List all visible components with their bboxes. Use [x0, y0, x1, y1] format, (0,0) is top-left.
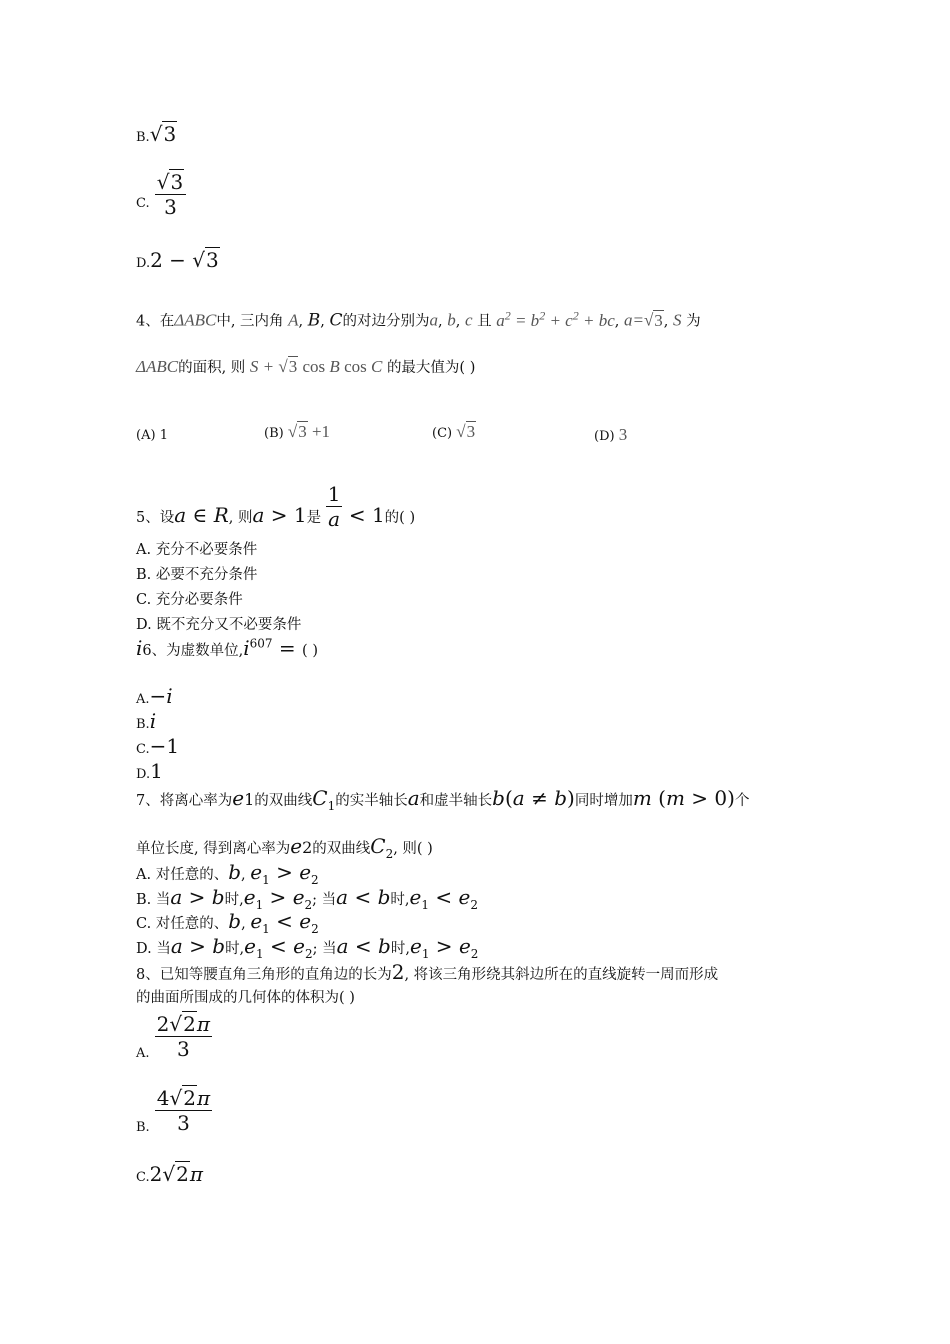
q5-option-a: A. 充分不必要条件 [136, 542, 258, 558]
q8-option-b: $_{B.}$ $\frac{4√2\pi}{3}$ [136, 1086, 211, 1135]
q6-option-c: C.−1 [136, 734, 180, 758]
math-2-minus-sqrt3: 2 − √3 [150, 248, 219, 272]
q4-line2: ΔABC的面积, 则 S + √3 cos B cos C 的最大值为( ) [136, 357, 476, 376]
q7-option-a: A. 对任意的、b, $e_1 > e_2$ [136, 860, 319, 887]
math-sqrt3: √3 [149, 122, 177, 146]
math-frac-4sqrt2pi-over-3: $\frac{4√2\pi}{3}$ [156, 1086, 211, 1135]
q7-line1: 7、将离心率为e1的双曲线$C_1$的实半轴长a和虚半轴长b(a ≠ b)同时增加m (m > 0)个 [136, 786, 750, 813]
q5-option-b: B. 必要不充分条件 [136, 567, 258, 583]
q8-option-c: C.2√2π [136, 1162, 203, 1186]
math-frac-1-over-a: $\frac{1}{a}$ [327, 482, 341, 531]
math-cosine-relation: $a^2 = b^2 + c^2$ + bc [496, 308, 615, 330]
q8-line1: 8、已知等腰直角三角形的直角边的长为2, 将该三角形绕其斜边所在的直线旋转一周而形成 [136, 960, 719, 984]
q6-option-a: A.−i [136, 684, 173, 708]
q8-line2: 的曲面所围成的几何体的体积为( ) [136, 990, 355, 1006]
q7-option-b: B. 当a > b时$,e_1 > e_2$; 当a < b时$,e_1 < e_2$ [136, 885, 478, 912]
q3-option-d: D.2 − √3 [136, 248, 219, 272]
q4-option-c: (C) √3 [432, 422, 476, 441]
q3-option-c: $_{C.}$ $\frac{√3}{3}$ [136, 170, 186, 219]
math-frac-2sqrt2pi-over-3: $\frac{2√2\pi}{3}$ [156, 1012, 210, 1061]
math-triangle-abc: ΔABC [174, 310, 217, 330]
q4-option-b: (B) √3 +1 [264, 422, 331, 441]
q5-stem: 5、设a ∈ R, 则a > 1是 $\frac{1}{a}$ < 1的( ) [136, 482, 416, 531]
q6-option-d: D.1 [136, 759, 163, 783]
math-expression: S + [249, 357, 279, 376]
q7-option-d: D. 当a > b时$,e_1 < e_2$; 当a < b时$,e_1 > e_2$ [136, 934, 479, 961]
q8-option-a: $_{A.}$ $\frac{2√2\pi}{3}$ [136, 1012, 210, 1061]
q3-option-b: B.√3 [136, 122, 177, 146]
q4-line1: 4、在ΔABC中, 三内角 A, B, C的对边分别为a, b, c 且 $a^2 = b^2 + c^2$ + bc, a=√3, S 为 [136, 308, 701, 331]
q6-option-b: B.i [136, 709, 157, 733]
q5-option-c: C. 充分必要条件 [136, 592, 243, 608]
q7-option-c: C. 对任意的、b, $e_1 < e_2$ [136, 909, 319, 936]
q4-option-a: (A) 1 [136, 428, 168, 443]
math-frac-sqrt3-over-3: $\frac{√3}{3}$ [155, 170, 186, 219]
q6-stem: i6、为虚数单位$,i^{607}$ = ( ) [136, 636, 318, 660]
q7-line2: 单位长度, 得到离心率为e2的双曲线$C_2$, 则( ) [136, 834, 433, 861]
q5-option-d: D. 既不充分又不必要条件 [136, 617, 302, 633]
q4-option-d: (D) 3 [594, 425, 628, 444]
math-2sqrt2pi: 2√2π [149, 1162, 203, 1186]
